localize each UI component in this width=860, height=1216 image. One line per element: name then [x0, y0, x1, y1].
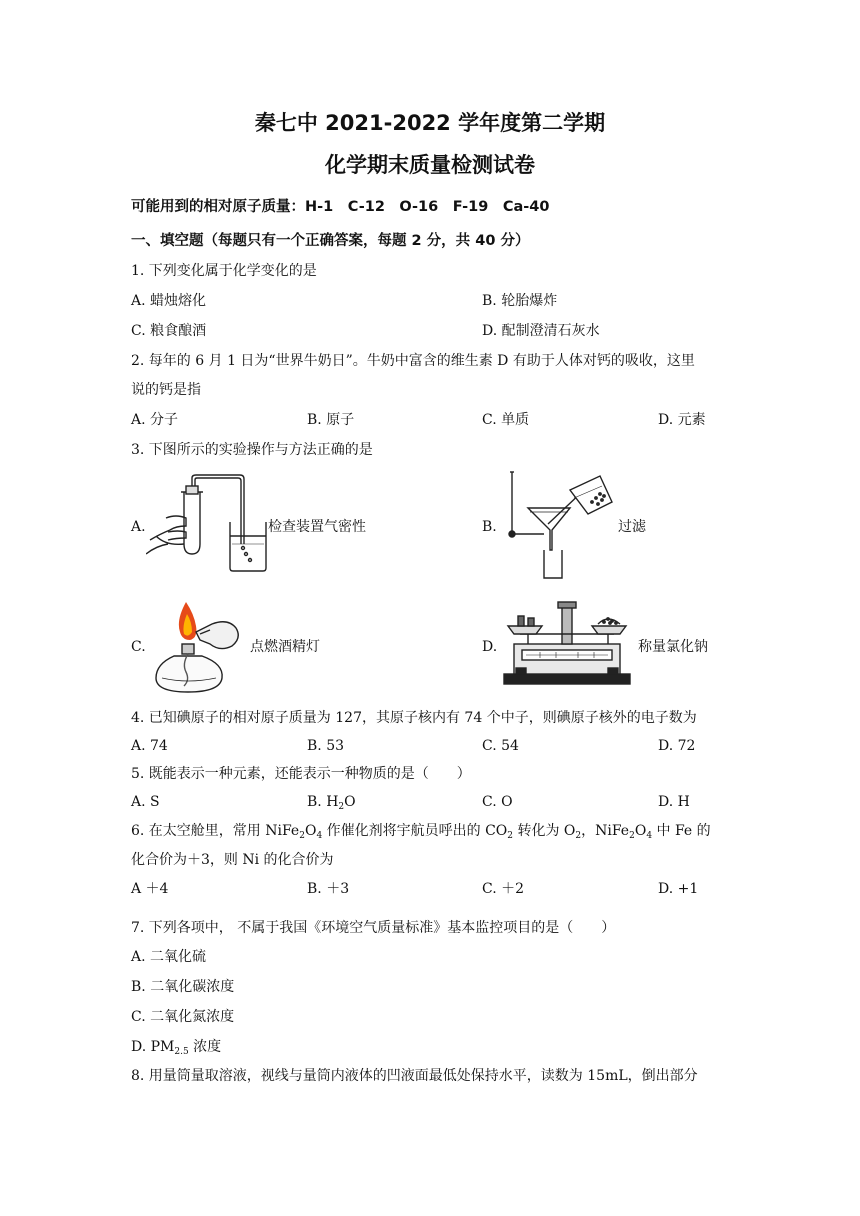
q1-stem: 1. 下列变化属于化学变化的是: [131, 263, 317, 279]
q5-option-d: D. H: [658, 794, 690, 810]
q4-option-c: C. 54: [482, 738, 519, 754]
q1-option-d: D. 配制澄清石灰水: [482, 323, 600, 339]
q2-stem-line1: 2. 每年的 6 月 1 日为“世界牛奶日”。牛奶中富含的维生素 D 有助于人体对钙的吸收，这里: [131, 353, 695, 369]
q6-stem-line2: 化合价为＋3，则 Ni 的化合价为: [131, 852, 334, 868]
alcohol-lamp-figure: [152, 598, 244, 694]
q4-option-a: A. 74: [131, 738, 168, 754]
q3-option-b-letter: B.: [482, 519, 497, 535]
q3-stem: 3. 下图所示的实验操作与方法正确的是: [131, 442, 373, 458]
q7-stem: 7. 下列各项中， 不属于我国《环境空气质量标准》基本监控项目的是（ ）: [131, 920, 616, 936]
q4-stem: 4. 已知碘原子的相对原子质量为 127，其原子核内有 74 个中子，则碘原子核外的电子数为: [131, 710, 697, 726]
q2-option-d: D. 元素: [658, 412, 706, 428]
atomic-masses: 可能用到的相对原子质量：H-1 C-12 O-16 F-19 Ca-40: [131, 199, 550, 215]
q2-option-c: C. 单质: [482, 412, 530, 428]
q1-option-b: B. 轮胎爆炸: [482, 293, 558, 309]
q6-option-d: D. +1: [658, 881, 699, 897]
q5-option-b: B. $H_2O$: [307, 794, 356, 812]
q1-option-c: C. 粮食酿酒: [131, 323, 207, 339]
q2-stem-line2: 说的钙是指: [131, 382, 201, 398]
q5-option-a: A. S: [131, 794, 160, 810]
q3-option-a-label: 检查装置气密性: [268, 519, 366, 535]
q7-option-a: A. 二氧化硫: [131, 949, 207, 965]
q4-option-b: B. 53: [307, 738, 345, 754]
q6-stem-line1: 6. 在太空舱里，常用 $NiFe_2O_4$ 作催化剂将宇航员呼出的 $CO_2$ 转化为 $O_2$，$NiFe_2O_4$ 中 Fe 的: [131, 823, 711, 841]
q3-option-a-letter: A.: [131, 519, 146, 535]
balance-scale-figure: [500, 600, 634, 686]
q3-option-c-label: 点燃酒精灯: [250, 639, 320, 655]
q6-option-b: B. ＋3: [307, 881, 350, 897]
q7-option-d: D. $PM_{2.5}$ 浓度: [131, 1039, 222, 1057]
q5-option-c: C. O: [482, 794, 513, 810]
airtightness-check-figure: [146, 474, 268, 574]
exam-title-line1: 秦七中 2021-2022 学年度第二学期: [254, 111, 606, 135]
q7-option-b: B. 二氧化碳浓度: [131, 979, 235, 995]
q1-option-a: A. 蜡烛熔化: [131, 293, 207, 309]
exam-title-line2: 化学期末质量检测试卷: [325, 153, 535, 177]
q4-option-d: D. 72: [658, 738, 696, 754]
q6-option-a: A ＋4: [131, 881, 169, 897]
q3-option-d-letter: D.: [482, 639, 498, 655]
section1-heading: 一、填空题（每题只有一个正确答案，每题 2 分，共 40 分）: [131, 233, 530, 249]
q7-option-c: C. 二氧化氮浓度: [131, 1009, 235, 1025]
q8-stem: 8. 用量筒量取溶液，视线与量筒内液体的凹液面最低处保持水平，读数为 15mL，倒出部分: [131, 1068, 698, 1084]
q2-option-b: B. 原子: [307, 412, 355, 428]
q6-option-c: C. ＋2: [482, 881, 525, 897]
q2-option-a: A. 分子: [131, 412, 179, 428]
q3-option-d-label: 称量氯化钠: [638, 639, 708, 655]
filtration-figure: [504, 468, 616, 582]
q3-option-c-letter: C.: [131, 639, 146, 655]
q5-stem: 5. 既能表示一种元素，还能表示一种物质的是（ ）: [131, 766, 471, 782]
q3-option-b-label: 过滤: [618, 519, 646, 535]
